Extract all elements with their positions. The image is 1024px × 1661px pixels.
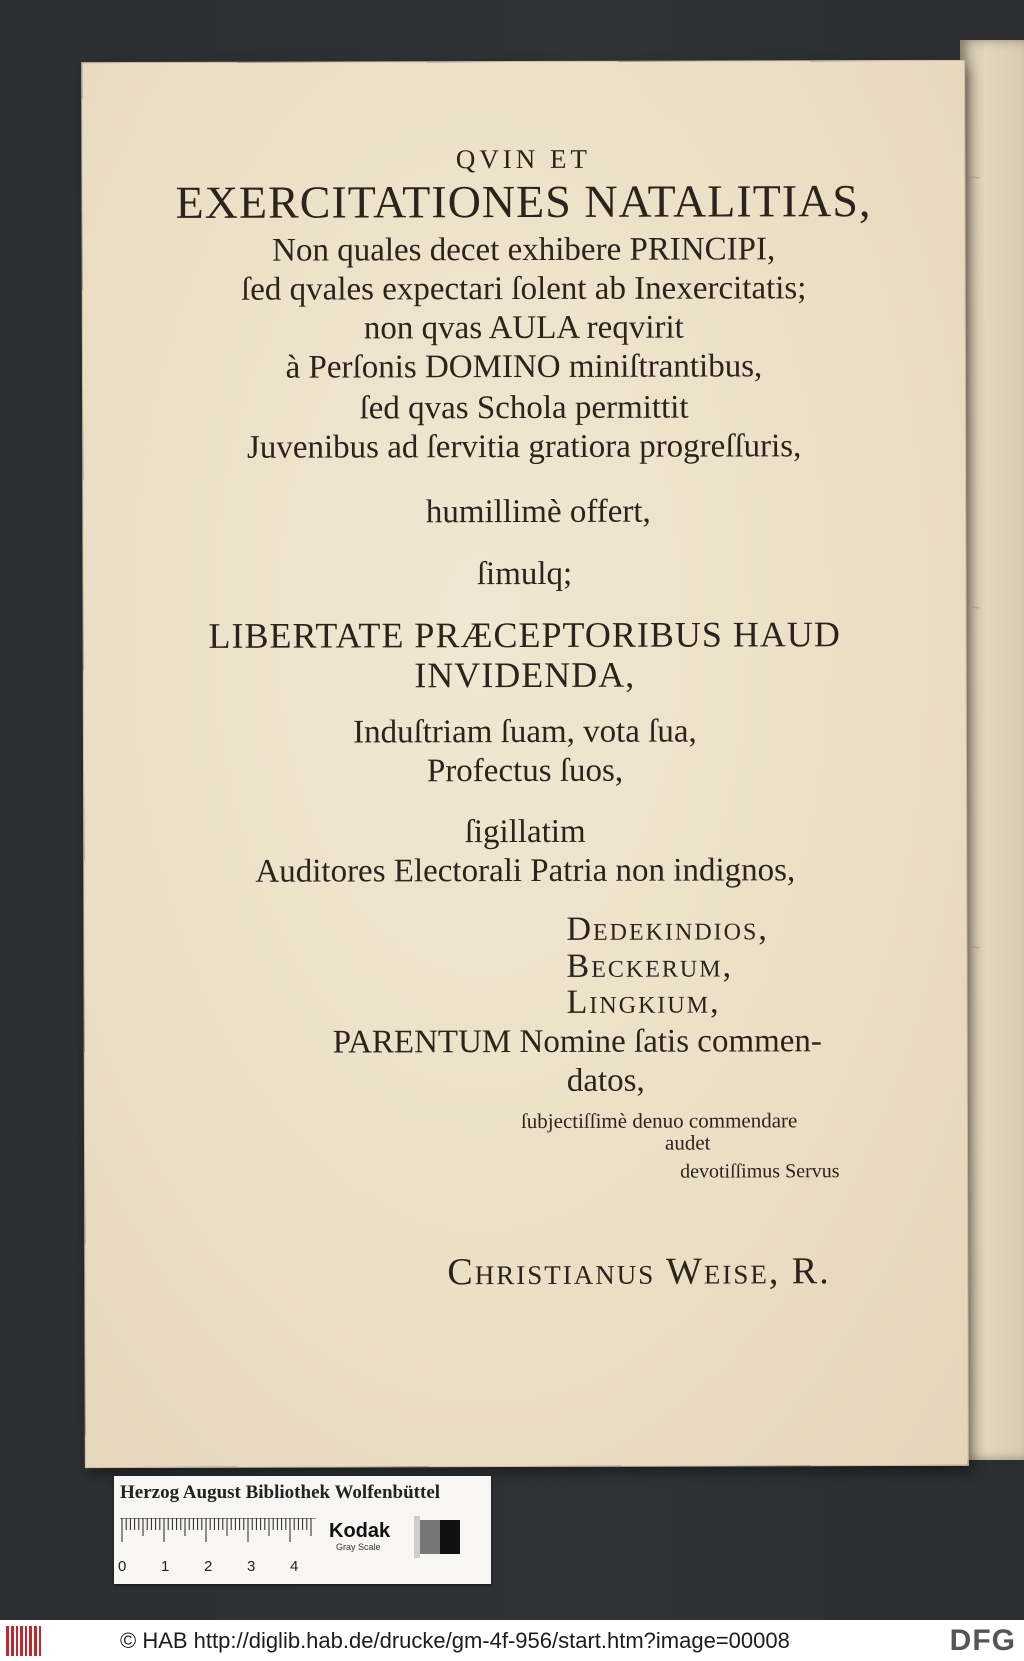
text-line: datos, (566, 1062, 645, 1099)
bleed-through-mark: ~ (970, 170, 982, 186)
library-color-card (114, 1476, 491, 1584)
kodak-logo: Kodak (329, 1520, 391, 1542)
ruler-number: 2 (204, 1558, 213, 1575)
author-signature: Christianus Weise, R. (447, 1250, 831, 1294)
text-line: ſed qvas Schola permittit (359, 389, 689, 427)
ruler-number: 4 (290, 1558, 299, 1575)
dfg-logo: DFG (949, 1624, 1016, 1657)
text-line: non qvas AULA reqvirit (363, 309, 684, 347)
text-line: PARENTUM Nomine ſatis commen- (332, 1023, 822, 1061)
adjacent-page-edge (960, 40, 1024, 1460)
ruler-scale (120, 1518, 316, 1544)
library-name: Herzog August Bibliothek Wolfenbüttel (120, 1482, 441, 1503)
text-line: ſed qvales expectari ſolent ab Inexercitatis; (241, 270, 807, 308)
text-line: Juvenibus ad ſervitia gratiora progreſſuris, (246, 428, 802, 466)
text-line: ſigillatim (464, 813, 586, 851)
ruler-number: 0 (118, 1558, 127, 1575)
heading-exercitationes: EXERCITATIONES NATALITIAS, (175, 175, 872, 228)
student-name: Lingkium, (566, 983, 721, 1021)
hab-barcode-icon (6, 1626, 48, 1656)
heading-qvin-et: QVIN ET (455, 143, 592, 175)
ruler-number: 3 (247, 1558, 256, 1575)
text-line: Profectus ſuos, (426, 752, 624, 790)
gray-scale-label: Gray Scale (336, 1542, 381, 1552)
student-name: Dedekindios, (566, 910, 769, 948)
text-line: Auditores Electorali Patria non indignos, (255, 852, 796, 890)
title-page (82, 61, 968, 1467)
text-line: Non quales decet exhibere PRINCIPI, (272, 231, 776, 269)
text-line: ſubjectiſſimè denuo commendare (520, 1108, 798, 1134)
ruler-numbers (114, 1558, 314, 1578)
text-line: à Perſonis DOMINO miniſtrantibus, (285, 348, 763, 386)
gray-scale-swatch (420, 1520, 460, 1554)
text-line: Induſtriam ſuam, vota ſua, (353, 713, 697, 751)
ruler-number: 1 (161, 1558, 170, 1575)
heading-libertate: LIBERTATE PRÆCEPTORIBUS HAUD (208, 614, 841, 656)
text-line: audet (664, 1130, 711, 1155)
viewer-footer (0, 1620, 1024, 1661)
text-line: devotiſſimus Servus (680, 1160, 840, 1183)
text-line: ſimulq; (476, 555, 573, 593)
citation-link[interactable]: © HAB http://diglib.hab.de/drucke/gm-4f-956/start.htm?image=00008 (120, 1628, 790, 1653)
bleed-through-mark: ~ (970, 940, 982, 956)
bleed-through-mark: ~ (970, 600, 982, 616)
text-line: humillimè offert, (425, 493, 651, 531)
heading-invidenda: INVIDENDA, (414, 654, 636, 696)
student-name: Beckerum, (566, 947, 734, 985)
